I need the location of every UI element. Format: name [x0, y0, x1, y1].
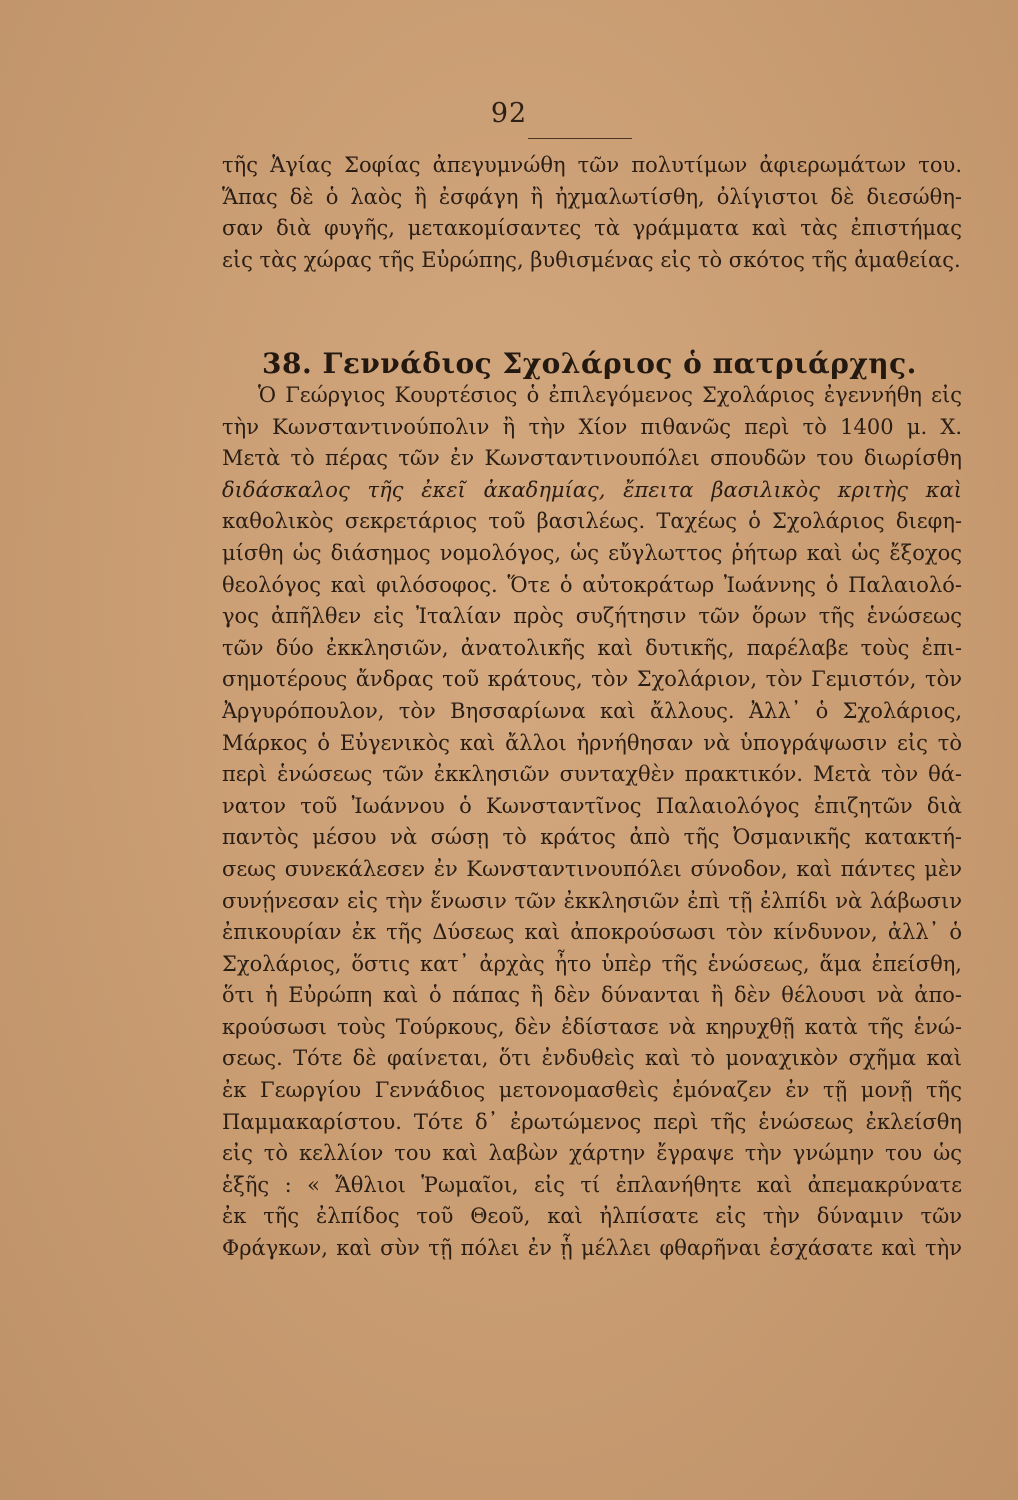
paragraph-main [222, 380, 962, 1265]
section-heading: 38. Γεννάδιος Σχολάριος ὁ πατριάρχης. [262, 347, 917, 380]
text-line: Μάρκος ὁ Εὐγενικὸς καὶ ἄλλοι ἠρνήθησαν νὰ ὑπογράψωσιν εἰς τὸ [222, 730, 962, 755]
text-line: Φράγκων, καὶ σὺν τῇ πόλει ἐν ᾗ μέλλει φθαρῆναι ἐσχάσατε καὶ τὴν [222, 1236, 962, 1261]
text-line: Ἀργυρόπουλον, τὸν Βησσαρίωνα καὶ ἄλλους. Ἀλλ᾽ ὁ Σχολάριος, [222, 698, 962, 723]
text-line: Σχολάριος, ὅστις κατ᾽ ἀρχὰς ἦτο ὑπὲρ τῆς ἑνώσεως, ἅμα ἐπείσθη, [222, 951, 962, 976]
text-line: παντὸς μέσου νὰ σώσῃ τὸ κράτος ἀπὸ τῆς Ὀσμανικῆς κατακτή- [222, 825, 962, 850]
text-line: διδάσκαλος τῆς ἐκεῖ ἀκαδημίας, ἔπειτα βασιλικὸς κριτὴς καὶ [222, 477, 962, 502]
text-line: εἰς τὸ κελλίον του καὶ λαβὼν χάρτην ἔγραψε τὴν γνώμην του ὡς [222, 1141, 962, 1166]
text-line: ἐκ τῆς ἐλπίδος τοῦ Θεοῦ, καὶ ἠλπίσατε εἰς τὴν δύναμιν τῶν [222, 1204, 962, 1229]
text-line: κρούσωσι τοὺς Τούρκους, δὲν ἐδίστασε νὰ κηρυχθῇ κατὰ τῆς ἑνώ- [222, 1014, 962, 1039]
text-line: ἐπικουρίαν ἐκ τῆς Δύσεως καὶ ἀποκρούσωσι τὸν κίνδυνον, ἀλλ᾽ ὁ [222, 920, 962, 945]
text-line: συνῄνεσαν εἰς τὴν ἕνωσιν τῶν ἐκκλησιῶν ἐπὶ τῇ ἐλπίδι νὰ λάβωσιν [222, 888, 962, 913]
text-line: Ἅπας δὲ ὁ λαὸς ἢ ἐσφάγη ἢ ἠχμαλωτίσθη, ὀλίγιστοι δὲ διεσώθη- [222, 184, 962, 209]
text-line: περὶ ἑνώσεως τῶν ἐκκλησιῶν συνταχθὲν πρακτικόν. Μετὰ τὸν θά- [222, 762, 962, 787]
text-line: σημοτέρους ἄνδρας τοῦ κράτους, τὸν Σχολάριον, τὸν Γεμιστόν, τὸν [222, 667, 962, 692]
text-line: σεως συνεκάλεσεν ἐν Κωνσταντινουπόλει σύνοδον, καὶ πάντες μὲν [222, 856, 962, 881]
text-line: σεως. Τότε δὲ φαίνεται, ὅτι ἐνδυθεὶς καὶ τὸ μοναχικὸν σχῆμα καὶ [222, 1046, 962, 1071]
text-line: καθολικὸς σεκρετάριος τοῦ βασιλέως. Ταχέως ὁ Σχολάριος διεφη- [222, 509, 962, 534]
text-line: Μετὰ τὸ πέρας τῶν ἐν Κωνσταντινουπόλει σπουδῶν του διωρίσθη [222, 446, 962, 471]
text-line: νατον τοῦ Ἰωάννου ὁ Κωνσταντῖνος Παλαιολόγος ἐπιζητῶν διὰ [222, 793, 962, 818]
text-line: σαν διὰ φυγῆς, μετακομίσαντες τὰ γράμματα καὶ τὰς ἐπιστήμας [222, 216, 962, 241]
text-line: μίσθη ὡς διάσημος νομολόγος, ὡς εὔγλωττος ῥήτωρ καὶ ὡς ἔξοχος [222, 540, 962, 565]
text-line: ὅτι ἡ Εὐρώπη καὶ ὁ πάπας ἢ δὲν δύνανται ἢ δὲν θέλουσι νὰ ἀπο- [222, 983, 962, 1008]
text-line: τῶν δύο ἐκκλησιῶν, ἀνατολικῆς καὶ δυτικῆς, παρέλαβε τοὺς ἐπι- [222, 635, 962, 660]
text-line: εἰς τὰς χώρας τῆς Εὐρώπης, βυθισμένας εἰς τὸ σκότος τῆς ἀμαθείας. [222, 247, 961, 272]
text-line: Παμμακαρίστου. Τότε δ᾽ ἐρωτώμενος περὶ τῆς ἑνώσεως ἐκλείσθη [222, 1109, 962, 1134]
text-line: τὴν Κωνσταντινούπολιν ἢ τὴν Χίον πιθανῶς περὶ τὸ 1400 μ. Χ. [222, 414, 962, 439]
text-line: τῆς Ἁγίας Σοφίας ἀπεγυμνώθη τῶν πολυτίμων ἀφιερωμάτων του. [222, 153, 962, 177]
text-line: ἑξῆς : « Ἄθλιοι Ῥωμαῖοι, εἰς τί ἐπλανήθητε καὶ ἀπεμακρύνατε [222, 1172, 962, 1197]
paragraph-continued [222, 150, 962, 276]
text-line: ἐκ Γεωργίου Γεννάδιος μετονομασθεὶς ἐμόναζεν ἐν τῇ μονῇ τῆς [222, 1078, 962, 1103]
page-number-rule [528, 138, 632, 139]
text-line: γος ἀπῆλθεν εἰς Ἰταλίαν πρὸς συζήτησιν τῶν ὅρων τῆς ἑνώσεως [222, 604, 962, 629]
page-number: 92 [490, 98, 528, 129]
text-line: θεολόγος καὶ φιλόσοφος. Ὅτε ὁ αὐτοκράτωρ Ἰωάννης ὁ Παλαιολό- [222, 572, 962, 597]
text-line: Ὁ Γεώργιος Κουρτέσιος ὁ ἐπιλεγόμενος Σχολάριος ἐγεννήθη εἰς [258, 383, 962, 407]
